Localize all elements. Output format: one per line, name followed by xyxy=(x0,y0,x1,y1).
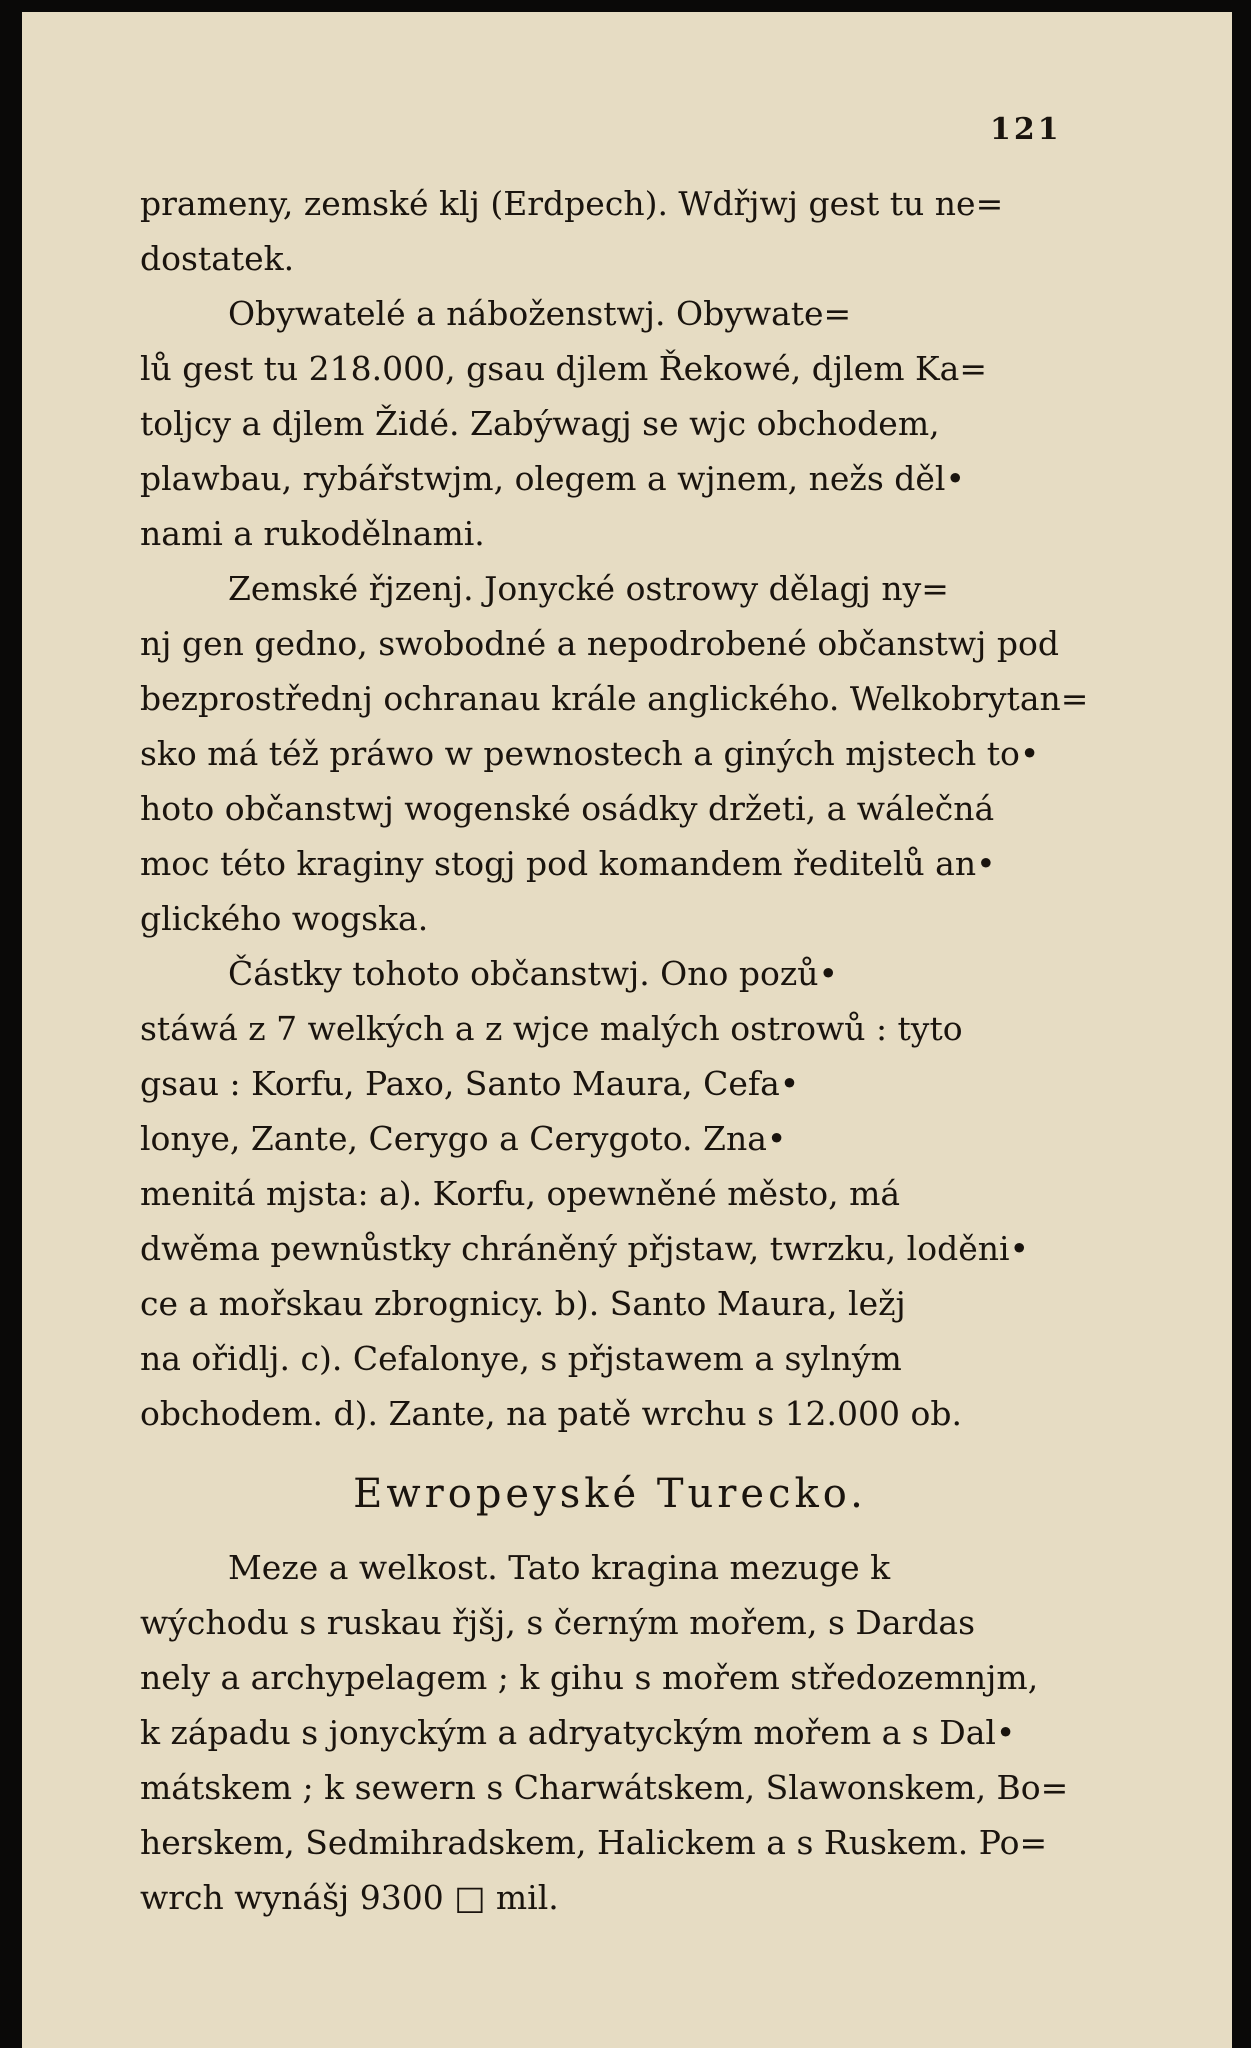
text-line: nami a rukodělnami. xyxy=(140,514,485,553)
text-line: hoto občanstwj wogenské osádky držeti, a wálečná xyxy=(140,789,995,828)
text-line: lonye, Zante, Cerygo a Cerygoto. Zna• xyxy=(140,1119,787,1158)
text-line: nj gen gedno, swobodné a nepodrobené občanstwj pod xyxy=(140,624,1060,663)
section-heading: Ewropeyské Turecko. xyxy=(353,1471,867,1517)
page-number: 121 xyxy=(990,112,1062,147)
text-line: plawbau, rybářstwjm, olegem a wjnem, nežs děl• xyxy=(140,459,965,498)
text-line: k západu s jonyckým a adryatyckým mořem a s Dal• xyxy=(140,1713,1016,1752)
text-line: bezprostřednj ochranau krále anglického. Welkobrytan= xyxy=(140,679,1089,718)
text-line: glického wogska. xyxy=(140,899,429,938)
section-2 xyxy=(140,1540,1080,1925)
text-line: Meze a welkost. Tato kragina mezuge k xyxy=(228,1548,891,1587)
text-line: Obywatelé a náboženstwj. Obywate= xyxy=(228,294,852,333)
text-line: lů gest tu 218.000, gsau djlem Řekowé, djlem Ka= xyxy=(140,349,987,388)
text-line: gsau : Korfu, Paxo, Santo Maura, Cefa• xyxy=(140,1064,800,1103)
text-line: dostatek. xyxy=(140,239,295,278)
text-line: stáwá z 7 welkých a z wjce malých ostrowů : tyto xyxy=(140,1009,963,1048)
text-line: moc této kraginy stogj pod komandem ředitelů an• xyxy=(140,844,996,883)
text-line: dwěma pewnůstky chráněný přjstaw, twrzku, loděni• xyxy=(140,1229,1030,1268)
book-page xyxy=(22,12,1232,2048)
text-line: menitá mjsta: a). Korfu, opewněné město, má xyxy=(140,1174,901,1213)
text-line: nely a archypelagem ; k gihu s mořem středozemnjm, xyxy=(140,1658,1039,1697)
text-line: mátskem ; k sewern s Charwátskem, Slawonskem, Bo= xyxy=(140,1768,1069,1807)
text-line: prameny, zemské klj (Erdpech). Wdřjwj gest tu ne= xyxy=(140,184,1004,223)
text-line: Zemské řjzenj. Jonycké ostrowy dělagj ny= xyxy=(228,569,949,608)
text-line: ce a mořskau zbrognicy. b). Santo Maura, ležj xyxy=(140,1284,906,1323)
section-1 xyxy=(140,176,1089,1441)
text-line: toljcy a djlem Židé. Zabýwagj se wjc obchodem, xyxy=(140,404,940,443)
text-line: sko má též práwo w pewnostech a giných mjstech to• xyxy=(140,734,1040,773)
text-line: obchodem. d). Zante, na patě wrchu s 12.000 ob. xyxy=(140,1394,962,1433)
page-body xyxy=(140,176,1089,1925)
text-line: na ořidlj. c). Cefalonye, s přjstawem a sylným xyxy=(140,1339,902,1378)
text-line: wrch wynášj 9300 □ mil. xyxy=(140,1878,559,1917)
text-line: Částky tohoto občanstwj. Ono pozů• xyxy=(228,954,838,993)
text-line: wýchodu s ruskau řjšj, s černým mořem, s Dardas xyxy=(140,1603,976,1642)
text-line: herskem, Sedmihradskem, Halickem a s Ruskem. Po= xyxy=(140,1823,1048,1862)
